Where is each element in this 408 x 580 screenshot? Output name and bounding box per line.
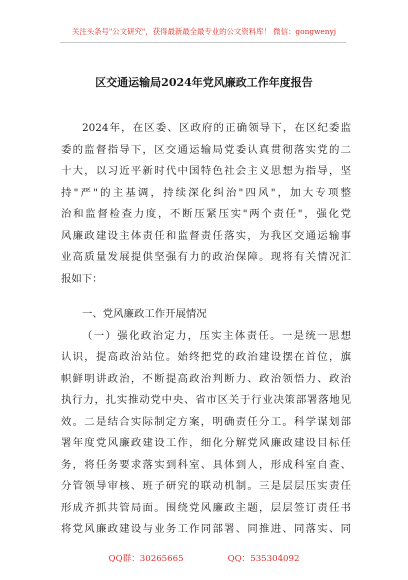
body-line: 报如下： <box>61 272 103 285</box>
body-line: 业高质量发展提供坚强有力的政治保障。现将有关情况汇 <box>61 251 351 263</box>
body-line: 执行力，扎实推动党中央、省市区关于行业决策部署落地见 <box>61 394 351 406</box>
body-line: （一）强化政治定力，压实主体责任。一是统一思想 <box>82 329 351 342</box>
body-line: 十大，以习近平新时代中国特色社会主义思想为指导，坚 <box>61 165 351 177</box>
body-line: 分管领导审核、班子研究的联动机制。三是层层压实责任 <box>61 480 351 492</box>
body-line: 务，将任务要求落实到科室、具体到人，形成科室自查、 <box>61 458 351 471</box>
body-line: 委的监督指导下，区交通运输局党委认真贯彻落实党的二 <box>61 143 351 156</box>
qq-number: QQ：535304092 <box>227 554 300 564</box>
section-heading: 一、党风廉政工作开展情况 <box>82 308 207 320</box>
body-line: 效。二是结合实际制定方案，明确责任分工。科学谋划部 <box>61 415 351 428</box>
paragraph-spacer <box>61 290 351 304</box>
body-line: 署年度党风廉政建设工作，细化分解党风廉政建设目标任 <box>61 437 351 449</box>
footer-contact <box>0 552 408 564</box>
body-line: 帜鲜明讲政治，不断提高政治判断力、政治领悟力、政治 <box>61 372 351 385</box>
document-body <box>61 118 351 541</box>
body-line: 形成齐抓共管局面。围绕党风廉政主题，层层签订责任书 <box>61 501 351 514</box>
body-line: 持"严"的主基调，持续深化纠治"四风"，加大专项整 <box>61 186 351 199</box>
body-line: 将党风廉政建设与业务工作同部署、同推进、同落实、同 <box>61 523 351 535</box>
body-line: 风廉政建设主体责任和监督责任落实，为我区交通运输事 <box>61 229 351 242</box>
header-note: 关注头条号"公文研究"，获得最新最全最专业的公文资料库！ 微信：gongwenyj <box>71 27 337 36</box>
qq-group-number: QQ群：30265665 <box>108 554 184 564</box>
body-line: 认识，提高政治站位。始终把党的政治建设摆在首位，旗 <box>61 351 351 363</box>
body-line: 2024年，在区委、区政府的正确领导下，在区纪委监 <box>82 122 351 134</box>
document-title: 区交通运输局2024年党风廉政工作年度报告 <box>95 76 313 89</box>
body-line: 治和监督检查力度，不断压紧压实"两个责任"，强化党 <box>61 208 351 220</box>
header-divider <box>60 42 346 43</box>
